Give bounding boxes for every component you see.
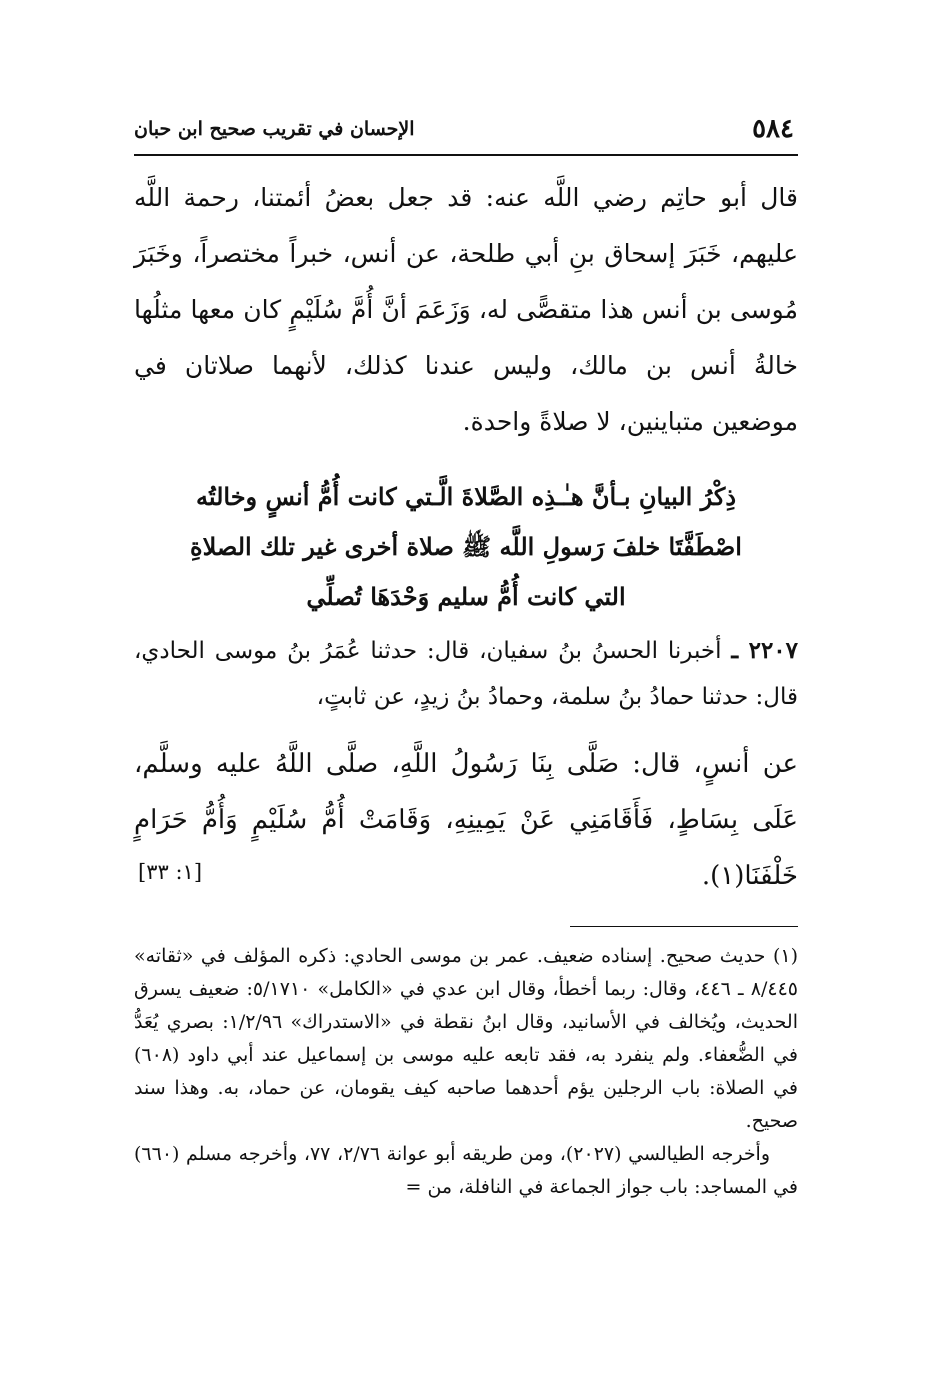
book-page — [134, 0, 798, 1374]
header-rule — [134, 154, 798, 156]
footnote-rule — [570, 926, 798, 927]
page-number: ٥٨٤ — [752, 114, 794, 144]
chapter-heading-line-2: اصْطَفَّتَا خلفَ رَسولِ اللَّه ﷺ صلاة أخرى غير تلك الصلاةِ — [190, 532, 742, 561]
footnote-1: (١) حديث صحيح. إسناده ضعيف. عمر بن موسى الحادي: ذكره المؤلف في «ثقاته» ٨/٤٤٥ ـ ٤٤٦، وقال: ربما أخطأ، وقال ابن عدي في «الكامل» ٥/١٧١٠: ضعيف يسرق الحديث، ويُخالف في الأسانيد، وقال ابنُ نقطة في «الاستدراك» ١/٢/٩٦: بصري يُعَدُّ في الضُّعفاء. ولم ينفرد به، فقد تابعه عليه موسى بن إسماعيل عند أبي داود (٦٠٨) في الصلاة: باب الرجلين يؤم أحدهما صاحبه كيف يقومان، عن حماد، به. وهذا سند صحيح. — [134, 945, 798, 1132]
chapter-heading-line-3: التي كانت أُمُّ سليم وَحْدَهَا تُصلِّي — [306, 582, 626, 611]
hadith-isnad-text: أخبرنا الحسنُ بنُ سفيان، قال: حدثنا عُمَرُ بنُ موسى الحادي، قال: حدثنا حمادُ بنُ سلمة، وحمادُ بنُ زيدٍ، عن ثابتٍ، — [134, 638, 798, 710]
chapter-heading-line-1: ذِكْرُ البيانِ بـأنَّ هـٰـذِه الصَّلاةَ الَّـتي كانت أُمُّ أنسٍ وخالتُه — [195, 482, 737, 511]
hadith-number: ٢٢٠٧ ـ — [731, 637, 799, 664]
hadith-matn: عن أنسٍ، قال: صَلَّى بِنَا رَسُولُ اللَّهِ، صلَّى اللَّهُ عليه وسلَّم، عَلَى بِسَاطٍ، فَأَقَامَنِي عَنْ يَمِينِهِ، وَقَامَتْ أُمُّ سُلَيْمٍ وَأُمُّ حَرَامٍ خَلْفَنَا(١). — [134, 749, 799, 891]
hadith-reference: [١: ٣٣] — [138, 860, 203, 884]
chapter-heading — [154, 472, 778, 622]
page-header — [134, 112, 798, 152]
footnote-continuation: وأخرجه الطيالسي (٢٠٢٧)، ومن طريقه أبو عوانة ٢/٧٦، ٧٧، وأخرجه مسلم (٦٦٠) في المساجد: باب جواز الجماعة في النافلة، من = — [134, 1143, 798, 1198]
running-title: الإحسان في تقريب صحيح ابن حبان — [134, 118, 415, 140]
hadith-isnad — [134, 628, 798, 720]
intro-paragraph: قال أبو حاتِم رضي اللَّه عنه: قد جعل بعضُ أئمتنا، رحمة اللَّه عليهم، خَبَرَ إسحاق بنِ أبي طلحة، عن أنس، خبراً مختصراً، وخَبَرَ مُوسى بن أنس هذا متقصًّى له، وَزَعَمَ أنَّ أُمَّ سُلَيْمٍ كان معها مثلُها خالةُ أنس بن مالك، وليس عندنا كذلك، لأنهما صلاتان في موضعين متباينين، لا صلاةً واحدة. — [134, 183, 798, 436]
footnotes — [134, 940, 798, 1204]
